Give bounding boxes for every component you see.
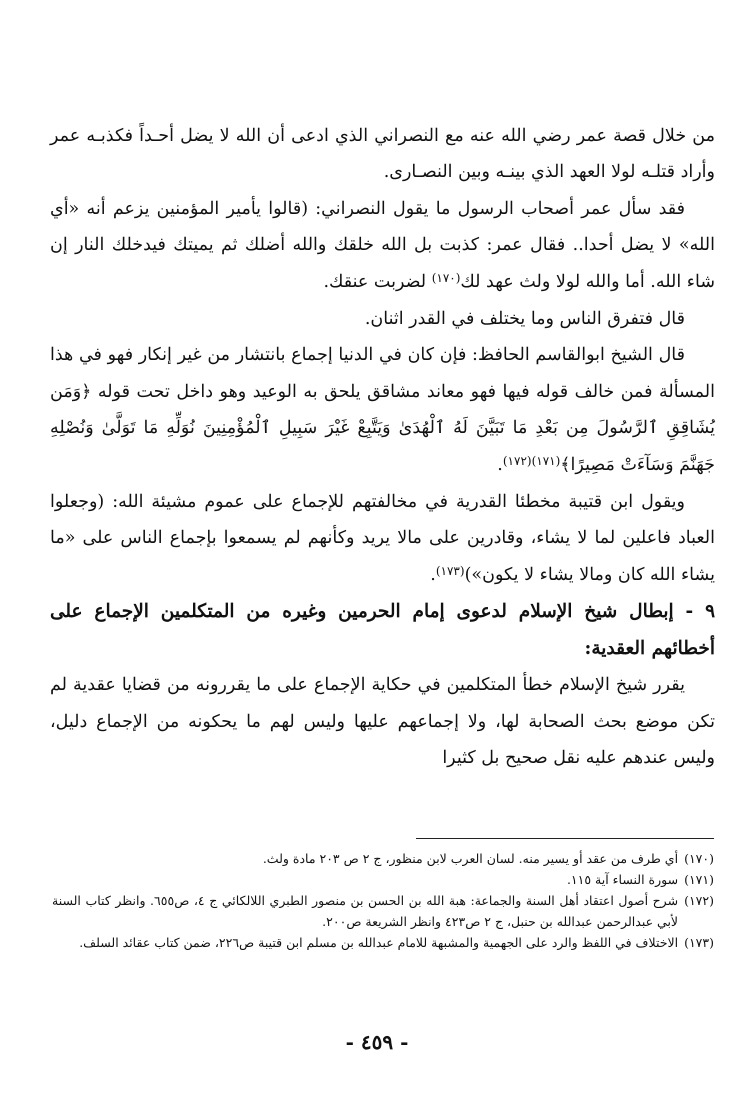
footnote-number: (١٧١) — [684, 872, 714, 887]
page-number: - ٤٥٩ - — [345, 1030, 409, 1054]
paragraph-4 — [50, 337, 715, 484]
footnote-text: أي طرف من عقد أو يسير منه. لسان العرب لابن منظور، ج ٢ ص ٢٠٣ مادة ولث. — [262, 851, 679, 866]
paragraph-1: من خلال قصة عمر رضي الله عنه مع النصراني الذي ادعى أن الله لا يضل أحـداً فكذبـه عمر وأراد قتلـه لولا العهد الذي بينـه وبين النصـارى. — [50, 126, 715, 183]
footnote-ref-173: (١٧٣) — [435, 563, 465, 578]
footnote-divider — [416, 838, 714, 839]
paragraph-2 — [50, 191, 715, 301]
footnote-item — [52, 932, 714, 953]
footnote-item — [52, 848, 714, 869]
paragraph-2-text: فقد سأل عمر أصحاب الرسول ما يقول النصراني: (قالوا يأمير المؤمنين يزعم أنه «أي الله» لا يضل أحدا.. فقال عمر: كذبت بل الله خلقك والله أضلك ثم يميتك فيدخلك النار إن شاء الله. أما والله لولا ولث عهد لك — [50, 198, 715, 292]
footnote-number: (١٧٠) — [684, 851, 714, 866]
paragraph-4-text: قال الشيخ ابوالقاسم الحافظ: فإن كان في الدنيا إجماع بانتشار من غير إنكار فهو في هذا المسألة فمن خالف قوله فيها فهو معاند مشاقق يلحق به الوعيد وهو داخل تحت قوله — [50, 345, 715, 402]
footnote-ref-171-172: (١٧١)(١٧٢) — [502, 453, 561, 468]
paragraph-4-end: . — [497, 454, 503, 475]
footnote-number: (١٧٢) — [684, 893, 714, 908]
footnote-text: شرح أصول اعتقاد أهل السنة والجماعة: هبة الله بن الحسن بن منصور الطبري اللالكائي ج ٤، ص٦٥٥. وانظر كتاب السنة لأبي عبدالرحمن عبدالله بن حنبل، ج ٢ ص٤٢٣ وانظر الشريعة ص٢٠٠. — [52, 893, 679, 929]
quran-verse: ﴿وَمَن يُشَاقِقِ ٱلرَّسُولَ مِن بَعْدِ مَا تَبَيَّنَ لَهُ ٱلْهُدَىٰ وَيَتَّبِعْ غَيْرَ سَبِيلِ ٱلْمُؤْمِنِينَ نُوَلِّهِ مَا تَوَلَّىٰ وَنُصْلِهِ جَهَنَّمَ وَسَآءَتْ مَصِيرًا﴾ — [50, 381, 715, 475]
footnote-ref-170: (١٧٠) — [431, 270, 461, 285]
section-heading: ٩ - إبطال شيخ الإسلام لدعوى إمام الحرمين وغيره من المتكلمين الإجماع على أخطائهم العقدية: — [50, 601, 715, 659]
footnote-text: سورة النساء آية ١١٥. — [566, 872, 679, 887]
paragraph-5-end: . — [430, 564, 436, 585]
paragraph-6: يقرر شيخ الإسلام خطأ المتكلمين في حكاية الإجماع على ما يقررونه من قضايا عقدية لم تكن موضع بحث الصحابة لها، ولا إجماعهم عليها وليس لهم ما يحكونه من الإجماع دليل، وليس عندهم عليه نقل صحيح بل كثيرا — [50, 675, 715, 768]
footnotes — [52, 848, 714, 953]
paragraph-5-text: ويقول ابن قتيبة مخطئا القدرية في مخالفتهم للإجماع على عموم مشيئة الله: (وجعلوا العباد فاعلين لما لا يشاء، وقادرين على مالا يريد وكأنهم لم يسمعوا بإجماع الناس على «ما يشاء الله كان ومالا يشاء لا يكون») — [50, 492, 715, 585]
footnote-item — [52, 890, 714, 932]
paragraph-5 — [50, 484, 715, 594]
paragraph-2-end: لضربت عنقك. — [323, 271, 432, 292]
footnote-number: (١٧٣) — [684, 935, 714, 950]
main-text — [50, 118, 715, 776]
footnote-item — [52, 869, 714, 890]
paragraph-3: قال فتفرق الناس وما يختلف في القدر اثنان. — [364, 309, 685, 330]
footnote-text: الاختلاف في اللفظ والرد على الجهمية والمشبهة للامام عبدالله بن مسلم ابن قتيبة ص٢٢٦، ضمن كتاب عقائد السلف. — [79, 935, 679, 950]
